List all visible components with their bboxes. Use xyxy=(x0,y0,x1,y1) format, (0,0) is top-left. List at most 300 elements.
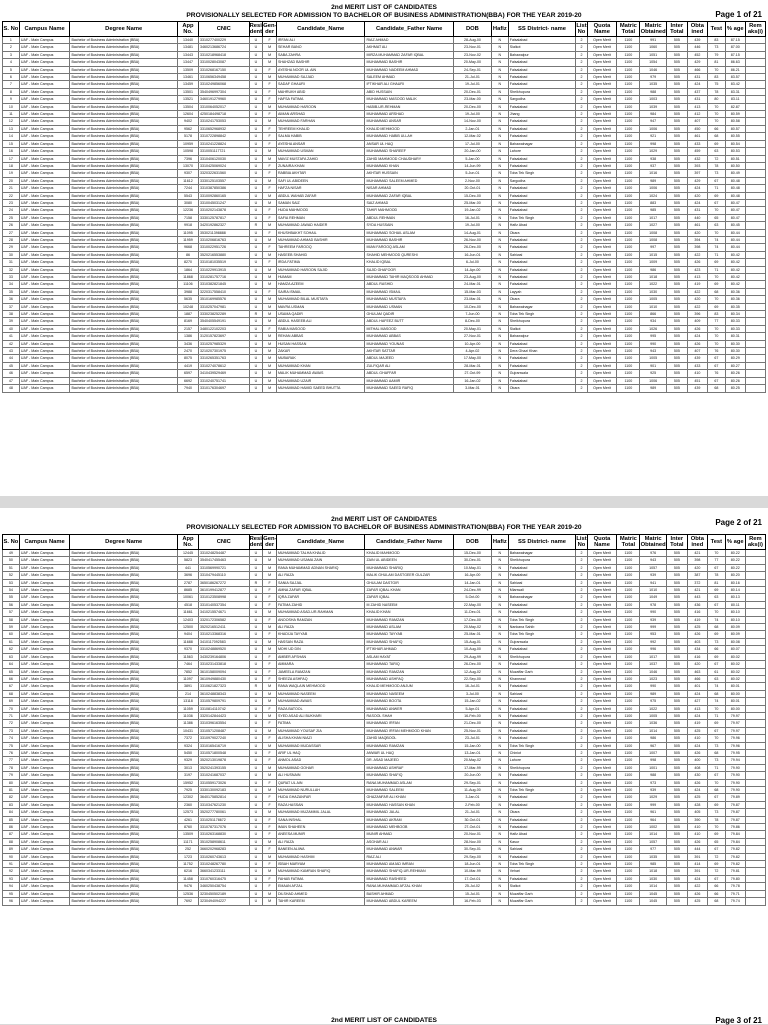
table-cell: 9404 xyxy=(177,631,198,638)
table-cell: Bachelor of Business Administration (BBA) xyxy=(70,727,177,734)
table-cell: 3540417455463 xyxy=(198,557,249,564)
table-cell: 422 xyxy=(687,883,707,890)
table-cell: 70 xyxy=(707,296,725,303)
table-cell: 4-Apr-02 xyxy=(453,348,491,355)
table-cell xyxy=(745,675,765,682)
table-cell: 8270 xyxy=(177,259,198,266)
table-cell: 1100 xyxy=(617,868,640,875)
table-cell: 10061 xyxy=(177,594,198,601)
table-cell: 2 xyxy=(576,333,588,340)
table-cell: UAF - Main Campus xyxy=(19,764,70,771)
table-cell xyxy=(745,214,765,221)
table-cell: 73 xyxy=(707,757,725,764)
table-cell: M xyxy=(263,51,277,58)
table-cell: 992 xyxy=(640,638,666,645)
table-cell xyxy=(745,281,765,288)
table-cell: 505 xyxy=(666,809,687,816)
table-cell: 1100 xyxy=(617,690,640,697)
table-cell: 2 xyxy=(576,801,588,808)
table-cell: 69 xyxy=(707,861,725,868)
table-cell: Faisalabad xyxy=(508,698,575,705)
column-header: Matric Total xyxy=(617,22,640,37)
table-cell: M xyxy=(263,118,277,125)
table-cell: Sheikhupura xyxy=(508,318,575,325)
table-cell: 986 xyxy=(640,735,666,742)
table-cell: 394 xyxy=(687,236,707,243)
table-cell: 505 xyxy=(666,587,687,594)
table-cell: Faisalabad xyxy=(508,794,575,801)
table-cell: 3013 xyxy=(177,764,198,771)
table-cell: Faisalabad xyxy=(508,572,575,579)
table-row xyxy=(3,51,766,58)
table-cell: 19-Jul-01 xyxy=(453,81,491,88)
table-row xyxy=(3,185,766,192)
table-cell: UAF - Main Campus xyxy=(19,125,70,132)
table-cell: 11868 xyxy=(177,274,198,281)
table-cell: Sheikhupura xyxy=(508,557,575,564)
table-cell: KHALID KHAN xyxy=(365,609,454,616)
table-cell: 82.87 xyxy=(725,103,745,110)
table-cell: 5635 xyxy=(177,296,198,303)
table-cell: SABA ZAHRA xyxy=(276,51,365,58)
table-cell: N xyxy=(491,787,508,794)
table-cell: KHALID MAHMOOD xyxy=(365,550,454,557)
table-cell: 68 xyxy=(707,288,725,295)
table-cell: 70 xyxy=(707,274,725,281)
table-cell: MUHAMMAD BASHIR xyxy=(365,59,454,66)
table-cell: 505 xyxy=(666,853,687,860)
table-cell: M xyxy=(263,646,277,653)
table-cell: 961 xyxy=(640,809,666,816)
table-cell: U xyxy=(249,601,263,608)
table-cell: 2787 xyxy=(177,579,198,586)
table-cell: 33 xyxy=(3,274,20,281)
table-cell: 2 xyxy=(576,229,588,236)
table-cell: N xyxy=(491,594,508,601)
table-cell: 2 xyxy=(576,764,588,771)
table-row xyxy=(3,318,766,325)
table-cell: MUHAMMAD HAROON xyxy=(276,103,365,110)
table-cell: Bachelor of Business Administration (BBA) xyxy=(70,668,177,675)
table-cell: 3230450502189 xyxy=(198,890,249,897)
table-cell: UAF - Main Campus xyxy=(19,259,70,266)
column-header: Matric Obtained xyxy=(640,23,666,35)
table-cell: Bahawalnagar xyxy=(508,594,575,601)
table-cell: UAF - Main Campus xyxy=(19,809,70,816)
table-cell: UAF - Main Campus xyxy=(19,898,70,905)
table-cell: MUHAMMAD JALAL xyxy=(365,809,454,816)
table-cell: UAF - Main Campus xyxy=(19,251,70,258)
table-cell: 1100 xyxy=(617,898,640,905)
table-cell: Bachelor of Business Administration (BBA) xyxy=(70,801,177,808)
table-cell: 80 xyxy=(3,779,20,786)
table-cell: 1100 xyxy=(617,550,640,557)
table-cell: UAF - Main Campus xyxy=(19,244,70,251)
table-cell: MUHAMMAD SOHAIL ASLAM xyxy=(365,229,454,236)
table-cell: 3220317558410 xyxy=(198,288,249,295)
table-cell: 505 xyxy=(666,705,687,712)
table-cell: 3310165416719 xyxy=(198,742,249,749)
table-cell: 1100 xyxy=(617,96,640,103)
table-cell: Open Merit xyxy=(587,236,617,243)
table-cell: MUHAMMAD MUZAMMIL JALAL xyxy=(276,809,365,816)
table-cell: Open Merit xyxy=(587,162,617,169)
table-cell: UAF - Main Campus xyxy=(19,846,70,853)
table-cell: 990 xyxy=(640,609,666,616)
table-cell: M xyxy=(263,74,277,81)
table-cell: UAF - Main Campus xyxy=(19,192,70,199)
table-cell: 1100 xyxy=(617,199,640,206)
table-cell: U xyxy=(249,698,263,705)
table-cell: U xyxy=(249,207,263,214)
table-cell xyxy=(745,875,765,882)
table-cell: N xyxy=(491,668,508,675)
table-cell: 83.31 xyxy=(725,88,745,95)
table-cell: 505 xyxy=(666,601,687,608)
table-cell: 2 xyxy=(576,609,588,616)
table-cell xyxy=(745,385,765,392)
table-cell: 28-Mar-01 xyxy=(453,362,491,369)
table-cell: M xyxy=(263,838,277,845)
table-cell: 9 xyxy=(3,96,20,103)
table-cell xyxy=(745,140,765,147)
table-row xyxy=(3,244,766,251)
table-cell: 401 xyxy=(687,683,707,690)
table-cell: Faisalabad xyxy=(508,601,575,608)
table-cell: 424 xyxy=(687,875,707,882)
table-cell: 87.15 xyxy=(725,37,745,44)
table-cell: 79.82 xyxy=(725,846,745,853)
table-cell: MUHAMMAD SAJJAD xyxy=(276,74,365,81)
table-cell xyxy=(745,251,765,258)
table-cell: 2 xyxy=(576,103,588,110)
table-cell: 408 xyxy=(687,764,707,771)
table-cell: U xyxy=(249,148,263,155)
table-cell: N xyxy=(491,550,508,557)
table-cell xyxy=(745,764,765,771)
table-cell: 7852 xyxy=(177,668,198,675)
table-cell: 70 xyxy=(707,207,725,214)
table-cell: HABIB-UR-REHMAN xyxy=(365,103,454,110)
table-row xyxy=(3,288,766,295)
table-cell: 1100 xyxy=(617,875,640,882)
table-cell: M xyxy=(263,251,277,258)
table-cell: MUHAMMAD ABDUL KAREEM xyxy=(365,898,454,905)
table-cell: 973 xyxy=(640,779,666,786)
table-row xyxy=(3,868,766,875)
table-cell: 3610949880430 xyxy=(198,675,249,682)
table-cell: U xyxy=(249,809,263,816)
table-cell: N xyxy=(491,51,508,58)
table-cell: 9562 xyxy=(177,125,198,132)
table-cell: UAF - Main Campus xyxy=(19,816,70,823)
table-cell: N xyxy=(491,861,508,868)
table-row xyxy=(3,668,766,675)
table-cell: 31 xyxy=(3,259,20,266)
table-cell: 407 xyxy=(687,118,707,125)
table-cell: 2 xyxy=(576,251,588,258)
table-cell: U xyxy=(249,133,263,140)
table-cell: 6-Jul-00 xyxy=(453,259,491,266)
table-cell: ZAIN UL ABIDEEN xyxy=(365,557,454,564)
table-cell: 94 xyxy=(3,883,20,890)
table-cell: Bachelor of Business Administration (BBA) xyxy=(70,824,177,831)
table-cell: 7-Jun-00 xyxy=(453,311,491,318)
table-cell: USAMA QADIR xyxy=(276,311,365,318)
table-cell: U xyxy=(249,824,263,831)
table-cell: Dera Ghazi Khan xyxy=(508,348,575,355)
table-cell xyxy=(745,631,765,638)
table-cell xyxy=(745,377,765,384)
table-cell: 1100 xyxy=(617,311,640,318)
table-cell: 67 xyxy=(707,199,725,206)
table-cell: Open Merit xyxy=(587,44,617,51)
table-cell: 1100 xyxy=(617,816,640,823)
table-cell: 505 xyxy=(666,236,687,243)
table-cell: 80.22 xyxy=(725,564,745,571)
table-cell: 80.42 xyxy=(725,281,745,288)
table-row xyxy=(3,192,766,199)
table-cell: F xyxy=(263,668,277,675)
table-cell: MUHAMMAD ARSHAD xyxy=(365,111,454,118)
table-cell: 998 xyxy=(640,140,666,147)
table-cell: 1045 xyxy=(640,890,666,897)
table-cell: 2 xyxy=(576,325,588,332)
table-cell: N xyxy=(491,572,508,579)
table-cell: HAFSA FATIMA xyxy=(276,96,365,103)
table-cell: SAMAN SAIZ xyxy=(276,199,365,206)
table-cell: 3310251178672 xyxy=(198,816,249,823)
table-cell: 505 xyxy=(666,170,687,177)
table-cell: U xyxy=(249,779,263,786)
table-cell: 55 xyxy=(3,594,20,601)
table-cell: U xyxy=(249,281,263,288)
column-header: Gen-der xyxy=(263,23,277,35)
table-cell: Sahiwal xyxy=(508,846,575,853)
table-row xyxy=(3,898,766,905)
table-cell xyxy=(745,772,765,779)
table-cell: UAF - Main Campus xyxy=(19,148,70,155)
table-cell: MUHAMMAD MASOOD MALIK xyxy=(365,96,454,103)
table-cell: ANEESA MUNIR xyxy=(276,831,365,838)
table-cell: M xyxy=(263,348,277,355)
table-cell: 67 xyxy=(707,377,725,384)
table-cell: Bachelor of Business Administration (BBA) xyxy=(70,809,177,816)
table-cell: 505 xyxy=(666,794,687,801)
table-cell: 28-Nov-00 xyxy=(453,838,491,845)
table-cell: 2 xyxy=(576,377,588,384)
table-cell: MUHAMMAD RAMZAN xyxy=(365,742,454,749)
table-cell: Open Merit xyxy=(587,111,617,118)
table-cell: Open Merit xyxy=(587,362,617,369)
table-cell: 26-Nov-00 xyxy=(453,236,491,243)
table-cell: 431 xyxy=(687,207,707,214)
table-cell: 1100 xyxy=(617,207,640,214)
table-cell: 505 xyxy=(666,690,687,697)
table-cell: UAF - Main Campus xyxy=(19,281,70,288)
page-2 xyxy=(0,508,768,1024)
table-cell: 443 xyxy=(687,594,707,601)
table-cell: 66 xyxy=(707,125,725,132)
table-cell: N xyxy=(491,244,508,251)
table-cell: MUHAMMAD TAHIR MAQSOOD AHMAD xyxy=(365,274,454,281)
table-cell: ANWAR UL HAQ xyxy=(365,749,454,756)
table-cell: UAF - Main Campus xyxy=(19,594,70,601)
table-cell: 1014 xyxy=(640,831,666,838)
table-row xyxy=(3,81,766,88)
table-cell: 1024 xyxy=(640,192,666,199)
table-cell: Bachelor of Business Administration (BBA) xyxy=(70,675,177,682)
table-cell: 40 xyxy=(3,325,20,332)
table-cell: Open Merit xyxy=(587,572,617,579)
table-cell: 62 xyxy=(3,646,20,653)
table-cell: Bachelor of Business Administration (BBA) xyxy=(70,66,177,73)
table-cell: N xyxy=(491,118,508,125)
table-cell: UAF - Main Campus xyxy=(19,868,70,875)
table-cell: Faisalabad xyxy=(508,207,575,214)
table-cell: 505 xyxy=(666,883,687,890)
table-cell: 79.87 xyxy=(725,809,745,816)
table-cell: 4419 xyxy=(177,362,198,369)
table-cell xyxy=(745,96,765,103)
table-cell: 80.22 xyxy=(725,550,745,557)
table-cell: 410 xyxy=(687,370,707,377)
table-cell: MUHAMMAD TARIQ xyxy=(365,661,454,668)
table-cell: UAF - Main Campus xyxy=(19,229,70,236)
table-cell: 70 xyxy=(707,229,725,236)
table-cell: U xyxy=(249,103,263,110)
table-cell: 505 xyxy=(666,274,687,281)
table-cell: 461 xyxy=(687,222,707,229)
table-cell: 2 xyxy=(576,96,588,103)
table-cell: N xyxy=(491,236,508,243)
column-header: CNIC xyxy=(198,535,249,550)
table-cell: 3310571208487 xyxy=(198,727,249,734)
table-cell: RANA MUHAMMAD ADNAN SHARIQ xyxy=(276,564,365,571)
table-cell: 2 xyxy=(576,712,588,719)
table-cell: 54 xyxy=(3,587,20,594)
table-cell: UAF - Main Campus xyxy=(19,705,70,712)
table-cell: 60 xyxy=(3,631,20,638)
table-cell: U xyxy=(249,348,263,355)
table-cell: 67 xyxy=(707,601,725,608)
table-cell: 15-Jan-00 xyxy=(453,742,491,749)
table-cell: M xyxy=(263,296,277,303)
table-cell: Faisalabad xyxy=(508,683,575,690)
table-cell: N xyxy=(491,683,508,690)
table-cell: 1100 xyxy=(617,325,640,332)
table-cell: 21 xyxy=(3,185,20,192)
table-cell: 505 xyxy=(666,162,687,169)
table-cell: 3410117092583 xyxy=(198,638,249,645)
table-cell: M xyxy=(263,683,277,690)
table-cell: Open Merit xyxy=(587,631,617,638)
table-cell: 505 xyxy=(666,125,687,132)
table-cell: 3310382821845 xyxy=(198,281,249,288)
table-cell: 505 xyxy=(666,155,687,162)
table-cell: MUHAMMAD HASHIM xyxy=(276,853,365,860)
table-cell: 505 xyxy=(666,74,687,81)
table-cell: Kasur xyxy=(508,838,575,845)
table-cell: Bachelor of Business Administration (BBA) xyxy=(70,51,177,58)
table-cell xyxy=(745,668,765,675)
table-cell: 8760 xyxy=(177,824,198,831)
table-cell: N xyxy=(491,185,508,192)
table-cell: Open Merit xyxy=(587,816,617,823)
table-cell: 80.02 xyxy=(725,675,745,682)
table-cell: Bachelor of Business Administration (BBA) xyxy=(70,259,177,266)
table-cell: MUHAMMAD HAMID SAEED BHUTTA xyxy=(276,385,365,392)
table-cell: Bachelor of Business Administration (BBA) xyxy=(70,88,177,95)
table-row xyxy=(3,66,766,73)
table-cell: Bachelor of Business Administration (BBA) xyxy=(70,348,177,355)
table-cell: 425 xyxy=(687,727,707,734)
table-cell: F xyxy=(263,259,277,266)
table-cell: UAF - Main Campus xyxy=(19,631,70,638)
table-cell: UAF - Main Campus xyxy=(19,861,70,868)
table-row xyxy=(3,779,766,786)
table-cell: Bachelor of Business Administration (BBA) xyxy=(70,705,177,712)
table-row xyxy=(3,616,766,623)
table-cell: UAF - Main Campus xyxy=(19,385,70,392)
table-row xyxy=(3,594,766,601)
table-cell: 69 xyxy=(707,587,725,594)
table-cell: 1100 xyxy=(617,162,640,169)
table-cell xyxy=(745,646,765,653)
table-cell: Open Merit xyxy=(587,311,617,318)
table-cell: Bachelor of Business Administration (BBA) xyxy=(70,624,177,631)
column-header: Hafiz xyxy=(491,535,508,550)
table-cell: U xyxy=(249,801,263,808)
table-cell: Open Merit xyxy=(587,609,617,616)
table-cell: Open Merit xyxy=(587,675,617,682)
table-cell: U xyxy=(249,675,263,682)
table-cell: 436 xyxy=(687,601,707,608)
table-cell: MUHAMMAD ABBAS xyxy=(365,333,454,340)
table-cell: Open Merit xyxy=(587,624,617,631)
table-cell: HUDA MAHMOOD xyxy=(276,207,365,214)
table-cell: 10 xyxy=(3,103,20,110)
table-cell: 505 xyxy=(666,111,687,118)
table-cell xyxy=(745,720,765,727)
table-cell: N xyxy=(491,698,508,705)
table-cell: N xyxy=(491,362,508,369)
table-cell: 2 xyxy=(576,787,588,794)
table-cell: Open Merit xyxy=(587,883,617,890)
table-cell: 1100 xyxy=(617,653,640,660)
table-cell: MUHAMMAD MUDASSAR xyxy=(276,742,365,749)
table-cell: ASLAM HAYAT xyxy=(365,653,454,660)
table-cell: 80 xyxy=(707,96,725,103)
table-cell xyxy=(745,587,765,594)
table-cell: Sialkot xyxy=(508,883,575,890)
table-row xyxy=(3,661,766,668)
table-cell: 3660202968283 xyxy=(198,846,249,853)
table-cell: 1100 xyxy=(617,51,640,58)
table-cell: 1100 xyxy=(617,274,640,281)
table-cell: U xyxy=(249,44,263,51)
table-row xyxy=(3,133,766,140)
table-cell: U xyxy=(249,875,263,882)
table-cell: Toba Tek Singh xyxy=(508,311,575,318)
table-cell: 424 xyxy=(687,199,707,206)
table-cell: 505 xyxy=(666,712,687,719)
table-cell: UAF - Main Campus xyxy=(19,66,70,73)
table-cell: 21-Dec-00 xyxy=(453,720,491,727)
table-cell: 74 xyxy=(707,698,725,705)
table-cell xyxy=(745,125,765,132)
table-cell xyxy=(745,362,765,369)
